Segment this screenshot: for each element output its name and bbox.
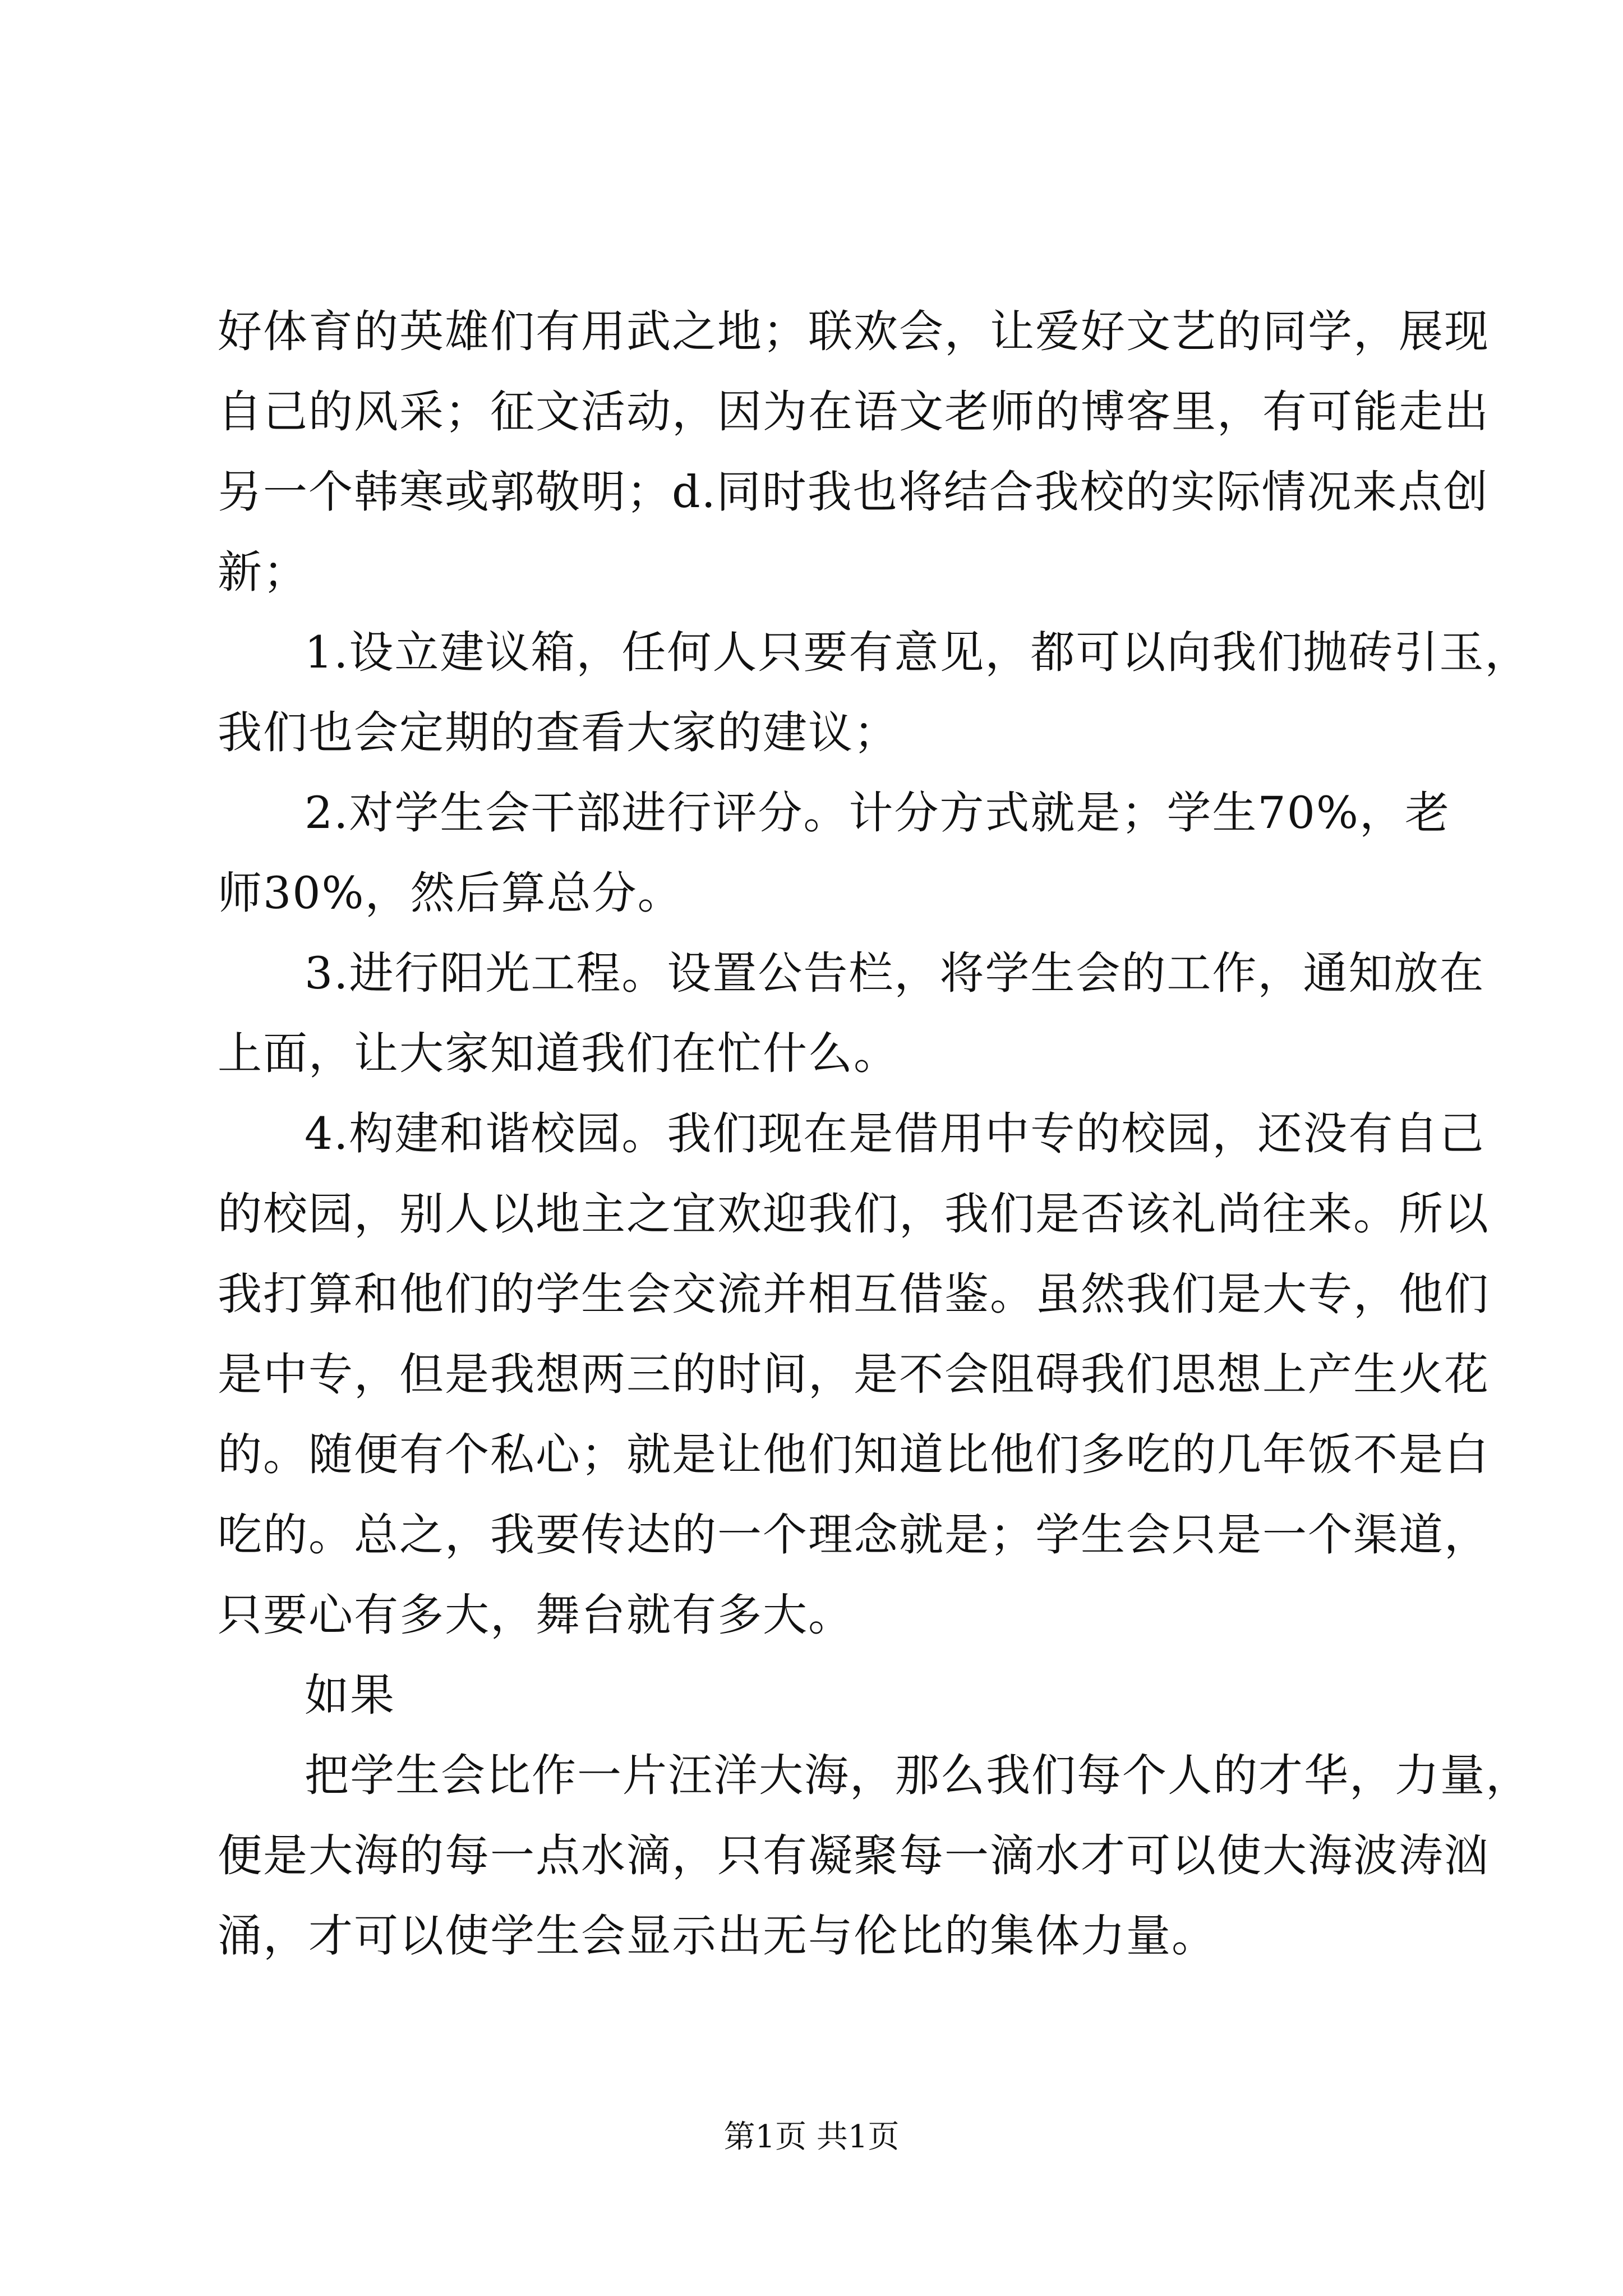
page-footer: 第1页 共1页 (723, 2119, 900, 2155)
text-line: 我打算和他们的学生会交流并相互借鉴。虽然我们是大专，他们 (218, 1268, 1490, 1320)
text-line: 好体育的英雄们有用武之地；联欢会，让爱好文艺的同学，展现 (218, 306, 1490, 357)
text-line: 是中专，但是我想两三的时间，是不会阻碍我们思想上产生火花 (218, 1349, 1490, 1400)
text-line: 3.进行阳光工程。设置公告栏，将学生会的工作，通知放在 (305, 947, 1485, 999)
text-line: 自己的风采；征文活动，因为在语文老师的博客里，有可能走出 (218, 386, 1490, 438)
document-body (218, 292, 1531, 1976)
text-line: 新； (218, 546, 308, 598)
text-line: 便是大海的每一点水滴，只有凝聚每一滴水才可以使大海波涛汹 (218, 1830, 1490, 1881)
text-line: 另一个韩寒或郭敬明；d.同时我也将结合我校的实际情况来点创 (218, 466, 1489, 518)
text-line: 如果 (305, 1669, 395, 1721)
text-line: 把学生会比作一片汪洋大海，那么我们每个人的才华，力量， (305, 1750, 1531, 1801)
text-line: 我们也会定期的查看大家的建议； (218, 707, 899, 758)
text-line: 4.构建和谐校园。我们现在是借用中专的校园，还没有自己 (305, 1108, 1485, 1159)
text-line: 2.对学生会干部进行评分。计分方式就是；学生70%，老 (305, 787, 1450, 839)
text-line: 只要心有多大，舞台就有多大。 (218, 1589, 854, 1641)
text-line: 1.设立建议箱，任何人只要有意见，都可以向我们抛砖引玉， (305, 627, 1530, 678)
text-line: 的。随便有个私心；就是让他们知道比他们多吃的几年饭不是白 (218, 1429, 1490, 1480)
text-line: 师30%，然后算总分。 (218, 867, 683, 919)
text-line: 上面，让大家知道我们在忙什么。 (218, 1028, 899, 1079)
text-line: 涌，才可以使学生会显示出无与伦比的集体力量。 (218, 1910, 1217, 1962)
text-line: 吃的。总之，我要传达的一个理念就是；学生会只是一个渠道， (218, 1509, 1490, 1561)
text-line: 的校园，别人以地主之宜欢迎我们，我们是否该礼尚往来。所以 (218, 1188, 1490, 1240)
